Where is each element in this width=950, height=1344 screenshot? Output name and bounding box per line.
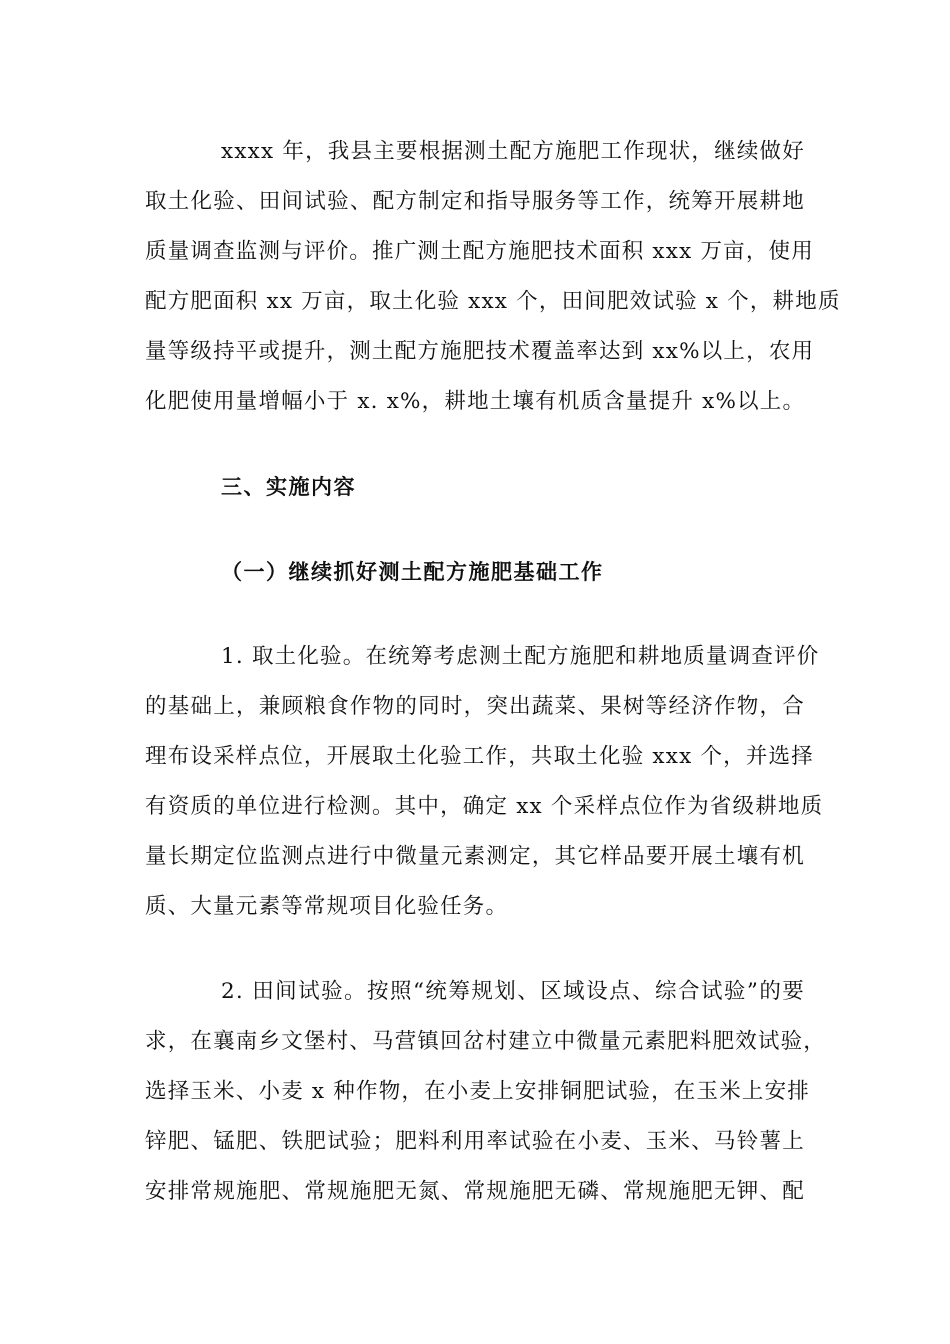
text-line: 1. 取土化验。在统筹考虑测土配方施肥和耕地质量调查评价	[221, 644, 820, 669]
text-line: 的基础上，兼顾粮食作物的同时，突出蔬菜、果树等经济作物，合	[145, 694, 805, 719]
text-line: 量长期定位监测点进行中微量元素测定，其它样品要开展土壤有机	[145, 844, 805, 869]
subsection-heading: （一）继续抓好测土配方施肥基础工作	[221, 560, 604, 584]
section-heading: 三、实施内容	[221, 475, 356, 499]
text-line: 有资质的单位进行检测。其中，确定 xx 个采样点位作为省级耕地质	[145, 794, 824, 819]
text-line: 量等级持平或提升，测土配方施肥技术覆盖率达到 xx%以上，农用	[145, 339, 815, 364]
text-line: 2. 田间试验。按照“统筹规划、区域设点、综合试验”的要	[221, 979, 805, 1004]
text-line: 配方肥面积 xx 万亩，取土化验 xxx 个，田间肥效试验 x 个，耕地质	[145, 289, 841, 314]
text-line: 质、大量元素等常规项目化验任务。	[145, 894, 509, 919]
text-line: 取土化验、田间试验、配方制定和指导服务等工作，统筹开展耕地	[145, 189, 805, 214]
text-line: 化肥使用量增幅小于 x. x%，耕地土壤有机质含量提升 x%以上。	[145, 389, 806, 414]
text-line: 求，在襄南乡文堡村、马营镇回岔村建立中微量元素肥料肥效试验，	[145, 1029, 827, 1054]
text-line: 质量调查监测与评价。推广测土配方施肥技术面积 xxx 万亩，使用	[145, 239, 814, 264]
text-line: 安排常规施肥、常规施肥无氮、常规施肥无磷、常规施肥无钾、配	[145, 1179, 805, 1204]
text-line: 锌肥、锰肥、铁肥试验；肥料利用率试验在小麦、玉米、马铃薯上	[145, 1129, 805, 1154]
text-line: 理布设采样点位，开展取土化验工作，共取土化验 xxx 个，并选择	[145, 744, 814, 769]
text-line: 选择玉米、小麦 x 种作物，在小麦上安排铜肥试验，在玉米上安排	[145, 1079, 810, 1104]
text-line: xxxx 年，我县主要根据测土配方施肥工作现状，继续做好	[221, 139, 805, 164]
